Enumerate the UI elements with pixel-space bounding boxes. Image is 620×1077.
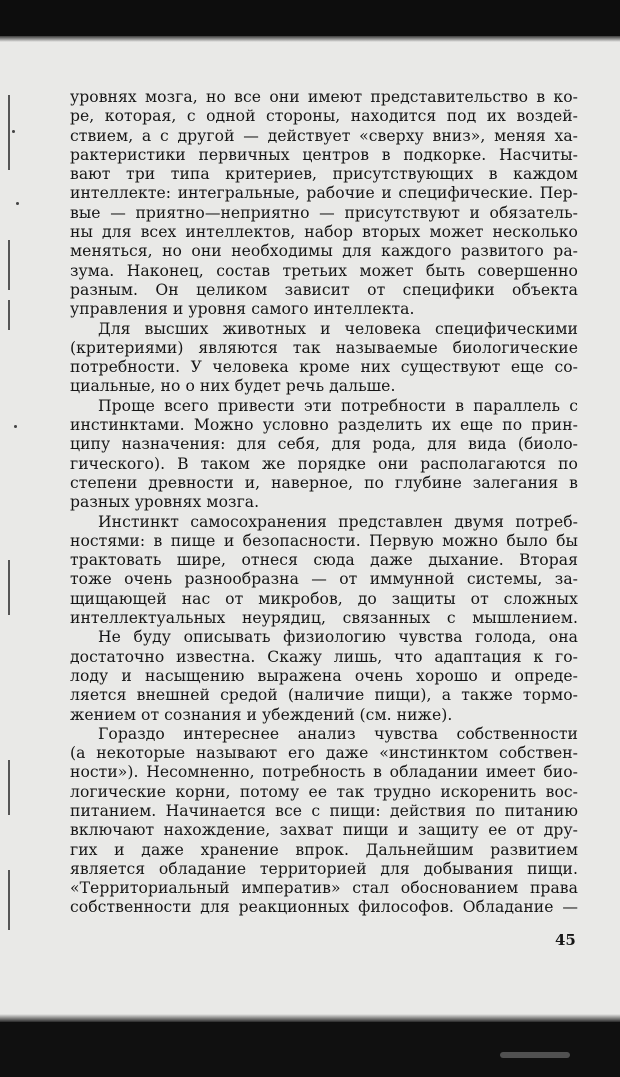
text-line: ляется внешней средой (наличие пищи), а также тормо-	[70, 686, 578, 705]
text-line: интеллектуальных неурядиц, связанных с мышлением.	[70, 609, 578, 628]
text-line: уровнях мозга, но все они имеют представительство в ко-	[70, 88, 578, 106]
scan-glare	[500, 1052, 570, 1058]
text-line: жением от сознания и убеждений (см. ниже).	[70, 705, 453, 724]
scan-top-shadow	[0, 36, 620, 42]
text-line: ствием, а с другой — действует «сверху вниз», меняя ха-	[70, 126, 578, 145]
text-line: ности»). Несомненно, потребность в обладании имеет био-	[70, 763, 578, 782]
text-line: гих и даже хранение впрок. Дальнейшим развитием	[70, 840, 578, 859]
scan-bottom-border	[0, 1022, 620, 1077]
text-line: управления и уровня самого интеллекта.	[70, 300, 415, 319]
text-line: щищающей нас от микробов, до защиты от сложных	[70, 589, 578, 608]
body-text	[70, 88, 578, 918]
scan-margin-mark	[8, 240, 10, 290]
scan-speck	[12, 130, 15, 133]
text-line: (а некоторые называют его даже «инстинктом собствен-	[70, 744, 578, 763]
text-line: (критериями) являются так называемые биологические	[70, 338, 578, 357]
text-line: вые — приятно—неприятно — присутствуют и обязатель-	[70, 203, 578, 222]
scan-speck	[14, 425, 17, 428]
text-line: трактовать шире, отнеся сюда даже дыхание. Вторая	[70, 551, 578, 570]
paragraph-start-line: Для высших животных и человека специфическими	[98, 319, 578, 338]
text-line: меняться, но они необходимы для каждого развитого ра-	[70, 242, 578, 261]
scan-top-border	[0, 0, 620, 36]
paragraph-start-line: Проще всего привести эти потребности в параллель с	[98, 396, 578, 415]
scan-speck	[16, 202, 19, 205]
text-line: ны для всех интеллектов, набор вторых может несколько	[70, 223, 578, 242]
text-line: является обладание территорией для добывания пищи.	[70, 859, 578, 878]
paragraph-start-line: Не буду описывать физиологию чувства голода, она	[98, 628, 578, 647]
text-line: ностями: в пище и безопасности. Первую можно было бы	[70, 531, 578, 550]
text-line: степени древности и, наверное, по глубине залегания в	[70, 473, 578, 492]
scan-margin-mark	[8, 760, 10, 815]
text-line: рактеристики первичных центров в подкорке. Насчиты-	[70, 145, 578, 164]
text-line: включают нахождение, захват пищи и защиту ее от дру-	[70, 821, 578, 840]
scan-margin-mark	[8, 300, 10, 330]
text-line: потребности. У человека кроме них существуют еще со-	[70, 358, 578, 377]
scan-bottom-shadow	[0, 1014, 620, 1022]
text-line: собственности для реакционных философов. Обладание —	[70, 898, 578, 917]
scan-margin-mark	[8, 560, 10, 615]
text-line: достаточно известна. Скажу лишь, что адаптация к го-	[70, 647, 578, 666]
paragraph-start-line: Гораздо интереснее анализ чувства собственности	[98, 724, 578, 743]
text-line: разных уровнях мозга.	[70, 493, 260, 512]
paragraph-start-line: Инстинкт самосохранения представлен двумя потреб-	[98, 512, 578, 531]
text-line: питанием. Начинается все с пищи: действия по питанию	[70, 801, 578, 820]
text-line: циальные, но о них будет речь дальше.	[70, 377, 396, 396]
text-line: тоже очень разнообразна — от иммунной системы, за-	[70, 570, 578, 589]
text-line: логические корни, потому ее так трудно искоренить вос-	[70, 782, 578, 801]
text-line: разным. Он целиком зависит от специфики объекта	[70, 280, 578, 299]
scan-margin-mark	[8, 870, 10, 930]
text-line: интеллекте: интегральные, рабочие и специфические. Пер-	[70, 184, 578, 203]
text-line: зума. Наконец, состав третьих может быть совершенно	[70, 261, 578, 280]
text-line: гического). В таком же порядке они располагаются по	[70, 454, 578, 473]
text-line: лоду и насыщению выражена очень хорошо и опреде-	[70, 666, 578, 685]
text-line: ципу назначения: для себя, для рода, для вида (биоло-	[70, 435, 578, 454]
text-line: инстинктами. Можно условно разделить их еще по прин-	[70, 416, 578, 435]
text-line: ре, которая, с одной стороны, находится под их воздей-	[70, 107, 578, 126]
text-line: вают три типа критериев, присутствующих в каждом	[70, 165, 578, 184]
page-number: 45	[555, 931, 576, 949]
scan-margin-mark	[8, 95, 10, 170]
text-line: «Территориальный императив» стал обоснованием права	[70, 879, 578, 898]
